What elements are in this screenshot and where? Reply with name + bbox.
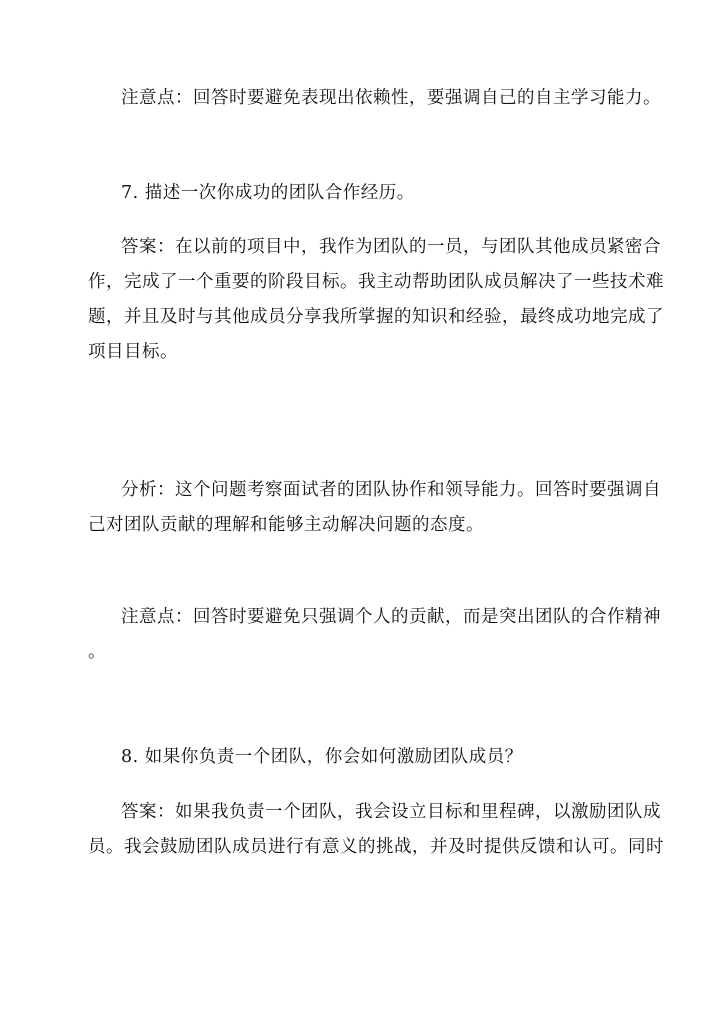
answer-paragraph-q8: [88, 795, 664, 865]
text-line: 己对团队贡献的理解和能够主动解决问题的态度。: [88, 515, 484, 535]
text-line: 答案：在以前的项目中，我作为团队的一员，与团队其他成员紧密合: [121, 237, 661, 257]
note-paragraph-q6: [88, 81, 661, 116]
text-line: 。: [88, 642, 106, 662]
text-line: 注意点：回答时要避免只强调个人的贡献，而是突出团队的合作精神: [121, 607, 661, 627]
text-line: 作，完成了一个重要的阶段目标。我主动帮助团队成员解决了一些技术难: [88, 272, 664, 292]
text-line: 员。我会鼓励团队成员进行有意义的挑战，并及时提供反馈和认可。同时: [88, 837, 664, 857]
question-8-heading: [88, 740, 636, 775]
text-line: 7. 描述一次你成功的团队合作经历。: [121, 183, 415, 203]
answer-paragraph-q7: [88, 230, 664, 370]
note-paragraph-q7: [88, 600, 661, 670]
text-line: 答案：如果我负责一个团队，我会设立目标和里程碑，以激励团队成: [121, 802, 661, 822]
text-line: 题，并且及时与其他成员分享我所掌握的知识和经验，最终成功地完成了: [88, 307, 664, 327]
question-7-heading: [88, 176, 636, 211]
text-line: 项目目标。: [88, 342, 178, 362]
text-line: 8. 如果你负责一个团队，你会如何激励团队成员？: [121, 747, 523, 767]
text-line: 分析：这个问题考察面试者的团队协作和领导能力。回答时要强调自: [121, 480, 661, 500]
analysis-paragraph-q7: [88, 473, 661, 543]
text-line: 注意点：回答时要避免表现出依赖性，要强调自己的自主学习能力。: [121, 88, 661, 108]
